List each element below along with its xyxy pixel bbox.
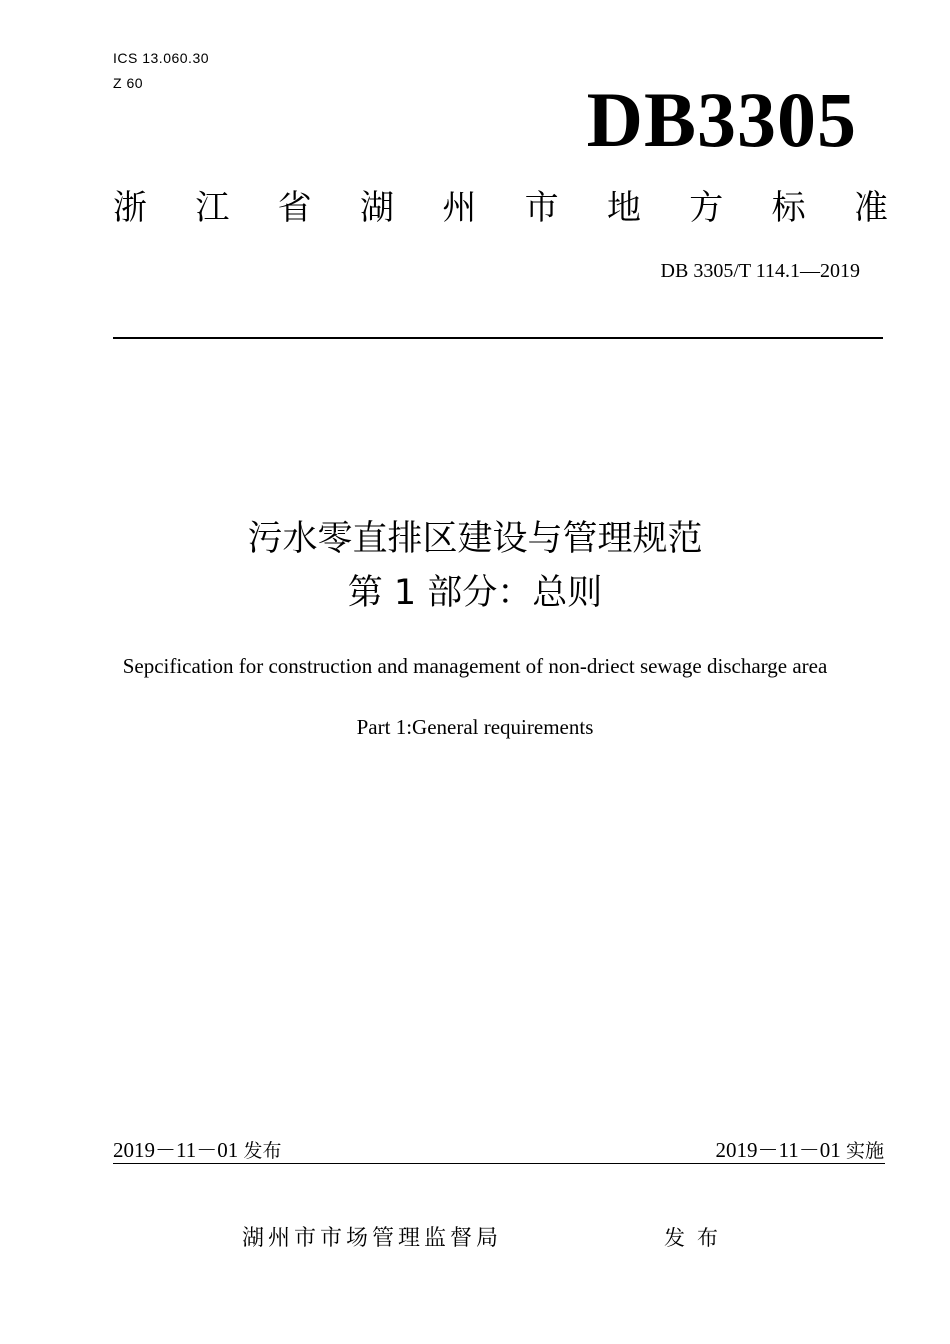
standard-type-char: 州: [442, 188, 477, 228]
title-cn-part: 第 1 部分：总则: [347, 573, 603, 613]
effective-label: 实施: [845, 1140, 884, 1162]
publish-date: 2019－11－01: [113, 1138, 239, 1162]
standard-type-char: 地: [606, 188, 641, 228]
title-en-main: Sepcification for construction and management of non-driect sewage discharge area: [122, 654, 828, 678]
standard-type-char: 标: [771, 188, 806, 228]
publish-label: 发布: [243, 1140, 282, 1162]
standard-type-char: 市: [524, 188, 559, 228]
standard-type-char: 方: [689, 188, 724, 228]
ics-code: ICS 13.060.30: [113, 50, 210, 66]
standard-number: DB 3305/T 114.1—2019: [660, 260, 860, 282]
footer-divider: [113, 1163, 885, 1164]
standard-type-char: 准: [853, 188, 888, 228]
issue-label: 发布: [664, 1226, 730, 1250]
title-en-part: Part 1:General requirements: [356, 715, 594, 739]
standard-type-char: 江: [195, 188, 230, 228]
effective-date: 2019－11－01: [715, 1138, 841, 1162]
publish-date-line: [113, 1137, 282, 1164]
effective-date-line: [716, 1137, 885, 1164]
standard-type-char: 浙: [113, 188, 147, 228]
title-cn-main: 污水零直排区建设与管理规范: [247, 519, 703, 559]
header-divider: [113, 337, 883, 339]
standard-logo: DB3305: [586, 76, 857, 163]
ccs-code: Z 60: [113, 75, 144, 91]
standard-type-char: 湖: [359, 188, 394, 228]
standard-type-char: 省: [277, 188, 312, 228]
issuing-authority: 湖州市市场管理监督局: [242, 1226, 503, 1251]
standard-type: [113, 185, 888, 231]
